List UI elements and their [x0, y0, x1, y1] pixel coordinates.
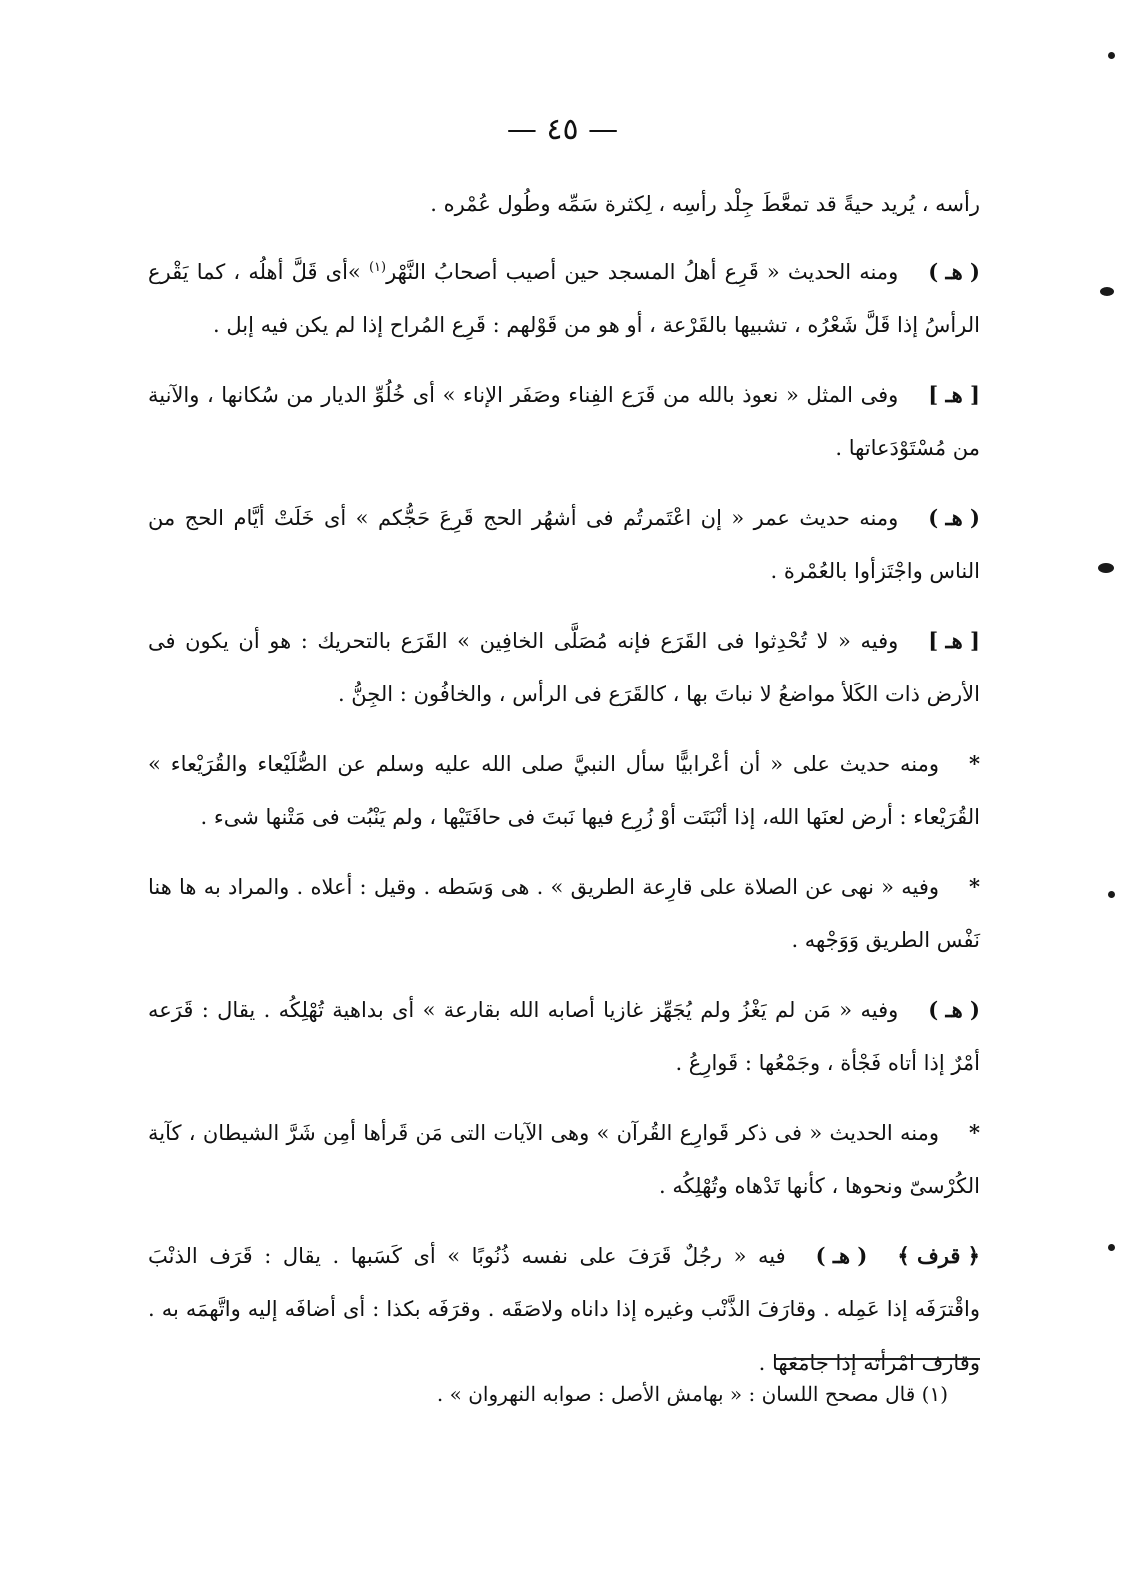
scan-speck [1108, 1244, 1115, 1251]
paragraph-text: ومنه حديث عمر « إن اعْتَمرتُم فى أشهُر الحج قَرِعَ حَجُّكم » أى خَلَتْ أيَّام الحج من الناس واجْتَزأوا بالعُمْرة . [148, 505, 980, 583]
paragraph-text: وفيه « نهى عن الصلاة على قارِعة الطريق » . هى وَسَطه . وقيل : أعلاه . والمراد به ها هنا نَفْس الطريق وَوَجْهه . [148, 874, 980, 952]
paragraph [148, 983, 980, 1091]
paragraph-text: رأسه ، يُريد حيةً قد تمعَّطَ جِلْد رأسِه ، لِكثرة سَمِّه وطُول عُمْره . [430, 192, 980, 216]
paragraph [148, 1229, 980, 1391]
source-marker: [ هـ ] [928, 381, 980, 407]
paragraph [148, 491, 980, 599]
paragraph [148, 614, 980, 722]
star-marker: * [969, 750, 980, 776]
scan-speck [1100, 287, 1114, 296]
paragraph-text: وفيه « لا تُحْدِثوا فى القَرَع فإنه مُصَلَّى الخافِين » القَرَع بالتحريك : هو أن يكون فى الأرض ذات الكَلأ مواضعُ لا نباتَ بها ، كالقَرَع فى الرأس ، والخافُون : الجِنُّ . [148, 628, 980, 706]
footnote-reference: (١) [368, 259, 387, 275]
star-marker: * [969, 1119, 980, 1145]
paragraph [148, 737, 980, 845]
scan-speck [1108, 891, 1115, 898]
entry-heading: ﴿ قرف ﴾ [897, 1242, 980, 1268]
source-marker: [ هـ ] [928, 627, 980, 653]
scan-speck [1108, 52, 1115, 59]
main-text [148, 178, 980, 1405]
source-marker: ( هـ ) [928, 504, 980, 530]
paragraph-text: وفيه « مَن لم يَغْزُ ولم يُجَهِّز غازيا أصابه الله بقارعة » أى بداهية تُهْلِكُه . يقال : قَرَعه أمْرٌ إذا أتاه فَجْأة ، وجَمْعُها : قَوارِعُ . [148, 997, 980, 1075]
paragraph-text: ومنه الحديث « فى ذكر قَوارِع القُرآن » وهى الآيات التى مَن قَرأها أمِن شَرَّ الشيطان ، كآية الكُرْسىّ ونحوها ، كأنها تَدْهاه وتُهْلِكُه . [148, 1120, 980, 1198]
paragraph [148, 178, 980, 232]
paragraph-text-continued: »أى قَلَّ أهلُه ، كما يَقْرع الرأسُ إذا قَلَّ شَعْرُه ، تشبيها بالقَرْعة ، أو هو من قَوْلهم : قَرِع المُراح إذا لم يكن فيه إبل . [148, 259, 980, 337]
page-number: — ٤٥ — [506, 112, 619, 147]
paragraph-text: ومنه حديث على « أن أعْرابيًّا سأل النبيَّ صلى الله عليه وسلم عن الصُّلَيْعاء والقُرَيْعاء » القُرَيْعاء : أرض لعنَها الله، إذا أنْبَتَت أوْ زُرِع فيها نَبتَ فى حافَتَيْها ، ولم يَنْبُت فى مَتْنها شىء . [148, 751, 980, 829]
paragraph [148, 1106, 980, 1214]
paragraph-text: ومنه الحديث « قَرِع أهلُ المسجد حين أصيب أصحابُ النَّهْر [386, 259, 899, 284]
source-marker: ( هـ ) [815, 1242, 868, 1268]
scan-speck [1098, 563, 1114, 573]
paragraph [148, 245, 980, 353]
footnote-divider [775, 1358, 980, 1360]
star-marker: * [969, 873, 980, 899]
paragraph-text: فيه « رجُلٌ قَرَفَ على نفسه ذُنُوبًا » أى كَسَبها . يقال : قَرَف الذنْبَ واقْترَفَه إذا عَمِله . وقارَفَ الذَّنْب وغيره إذا داناه ولاصَقَه . وقرَفَه بكذا : أى أضافَه إليه واتَّهمَه به . وقارف امْرأته إذا جامَعَها . [148, 1243, 980, 1375]
paragraph [148, 860, 980, 968]
footnote: (١) قال مصحح اللسان : « بهامش الأصل : صوابه النهروان » . [436, 1382, 948, 1406]
source-marker: ( هـ ) [928, 996, 980, 1022]
paragraph-text: وفى المثل « نعوذ بالله من قَرَع الفِناء وصَفَر الإناء » أى خُلُوِّ الديار من سُكانها ، والآنية من مُسْتَوْدَعاتها . [148, 382, 980, 460]
source-marker: ( هـ ) [928, 258, 980, 284]
paragraph [148, 368, 980, 476]
